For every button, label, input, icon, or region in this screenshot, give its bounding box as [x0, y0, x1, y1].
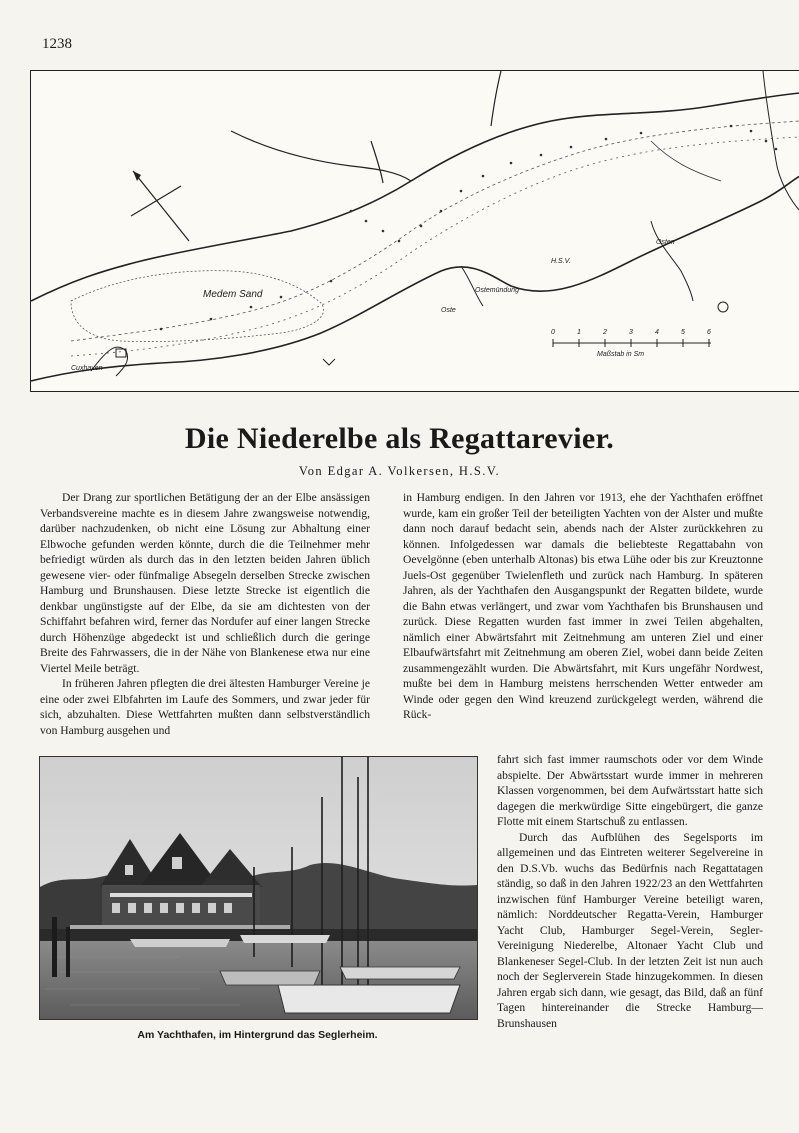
map-scale-tick: 4	[655, 329, 659, 336]
article-title: Die Niederelbe als Regattarevier.	[184, 422, 615, 455]
text-column-right	[403, 490, 763, 723]
map-label-cuxhaven: Cuxhaven	[71, 365, 103, 372]
paragraph: In früheren Jahren pflegten die drei ältesten Hamburger Vereine je eine oder zwei Elbfahrten im Laufe des Sommers, und zwar jeder für sich, abzuhalten. Diese Wettfahrten mußten dann selbstverständlich von Hamburg ausgehen und	[40, 677, 370, 737]
map-scale-label: Maßstab in Sm	[597, 351, 645, 358]
map-scale-tick: 2	[603, 329, 607, 336]
map-label-medem-sand: Medem Sand	[203, 289, 263, 300]
map-scale-tick: 3	[629, 329, 633, 336]
text-column-right-narrow	[497, 752, 763, 1031]
paragraph: Durch das Aufblühen des Segelsports im allgemeinen und das Eintreten weiterer Segelvereine in den D.S.Vb. wuchs das Bedürfnis nach Regattatagen ständig, so daß in den Jahren 1922/23 an den Wettfahrten inzwischen fünf Hamburger Vereine beteiligt waren, nämlich: Norddeutscher Regatta-Verein, Hamburger Yacht Club, Hamburger Segel-Verein, Segler-Vereinigung Niederelbe, Altonaer Yacht Club und Blankeneser Segel-Club. In der letzten Zeit ist nun auch noch der Seglerverein Stade hinzugekommen. In diesen Jahren ergab sich dann, wie gesagt, das Bild, daß an fünf Tagen hintereinander die Strecke Hamburg—Brunshausen	[497, 830, 763, 1030]
photo-caption: Am Yachthafen, im Hintergrund das Seglerheim.	[137, 1029, 378, 1041]
map-label-ostemuendung: Ostemündung	[475, 287, 519, 294]
elbe-map	[30, 70, 799, 392]
page-number: 1238	[42, 36, 72, 52]
map-label-osten: Osten	[656, 239, 675, 246]
article-byline: Von Edgar A. Volkersen, H.S.V.	[298, 464, 501, 478]
yacht-harbour-photo	[39, 756, 478, 1020]
map-scale-tick: 0	[551, 329, 555, 336]
map-drawing	[31, 71, 799, 391]
text-column-left	[40, 490, 370, 738]
paragraph: in Hamburg endigen. In den Jahren vor 1913, ehe der Yachthafen eröffnet wurde, kam ein großer Teil der beteiligten Yachten von der Alster und mußte dann noch darauf bedacht sein, abends nach der Alster zurückkehren zu können. Infolgedessen war damals die beliebteste Regattabahn von Oevelgönne (eben unterhalb Altonas) bis etwa Lühe oder bis zur Kreuztonne Juels-Ost gegenüber Twielenfleth und zurück nach Hamburg. In späteren Jahren, als der Yachthafen den Ausgangspunkt der Regatten bildete, wurde die Bahn etwas verlängert, und zwar vom Yachthafen bis Brunshausen und zurück. Diese Regatten wurden fast immer in zwei Teilen abgehalten, nämlich einer Abwärtsfahrt mit Zeitnehmung am unteren Ziel und einer Elbaufwärtsfahrt mit Zeitnehmung am oberen Ziel, wobei dann beide Zeiten zusammengezählt wurden. Die Abwärtsfahrt, mit Kurs ungefähr Nordwest, mußte bei dem in Hamburg meistens herrschenden Wetter entweder am Winde oder gegen den Wind kreuzend zurückgelegt werden, während die Rück-	[403, 491, 763, 721]
map-scale-tick: 6	[707, 329, 711, 336]
paragraph: Der Drang zur sportlichen Betätigung der an der Elbe ansässigen Verbandsvereine machte es in diesem Jahre zwangsweise notwendig, darüber nachzudenken, ob nicht eine Lösung zur Abhaltung einer Elbwoche gefunden werden könnte, durch die die Teilnehmer mehr befriedigt würden als durch das in den letzten beiden Jahren üblich gewesene vier- oder fünfmalige Absegeln derselben Strecke zwischen Hamburg und Brunshausen. Diese letzte Strecke ist eigentlich die denkbar ungünstigste auf der Elbe, da sie am dichtesten von der Schiffahrt befahren wird, ferner das Nordufer auf einer langen Strecke durch Höhenzüge abgedeckt ist und schließlich durch die geringe Breite des Fahrwassers, die in der Nähe von Blankenese etwa nur eine Viertel Meile beträgt.	[40, 491, 370, 675]
map-scale-tick: 1	[577, 329, 581, 336]
map-scale-tick: 5	[681, 329, 685, 336]
paragraph: fahrt sich fast immer raumschots oder vor dem Winde abspielte. Der Abwärtsstart wurde immer in mehreren Klassen vorgenommen, bei dem Aufwärtsstart hatte sich dagegen die merkwürdige Sitte eingebürgert, die ganze Flotte mit einem Startschuß zu entlassen.	[497, 753, 763, 828]
map-label-oste: Oste	[441, 307, 456, 314]
map-label-hsv: H.S.V.	[551, 258, 571, 265]
